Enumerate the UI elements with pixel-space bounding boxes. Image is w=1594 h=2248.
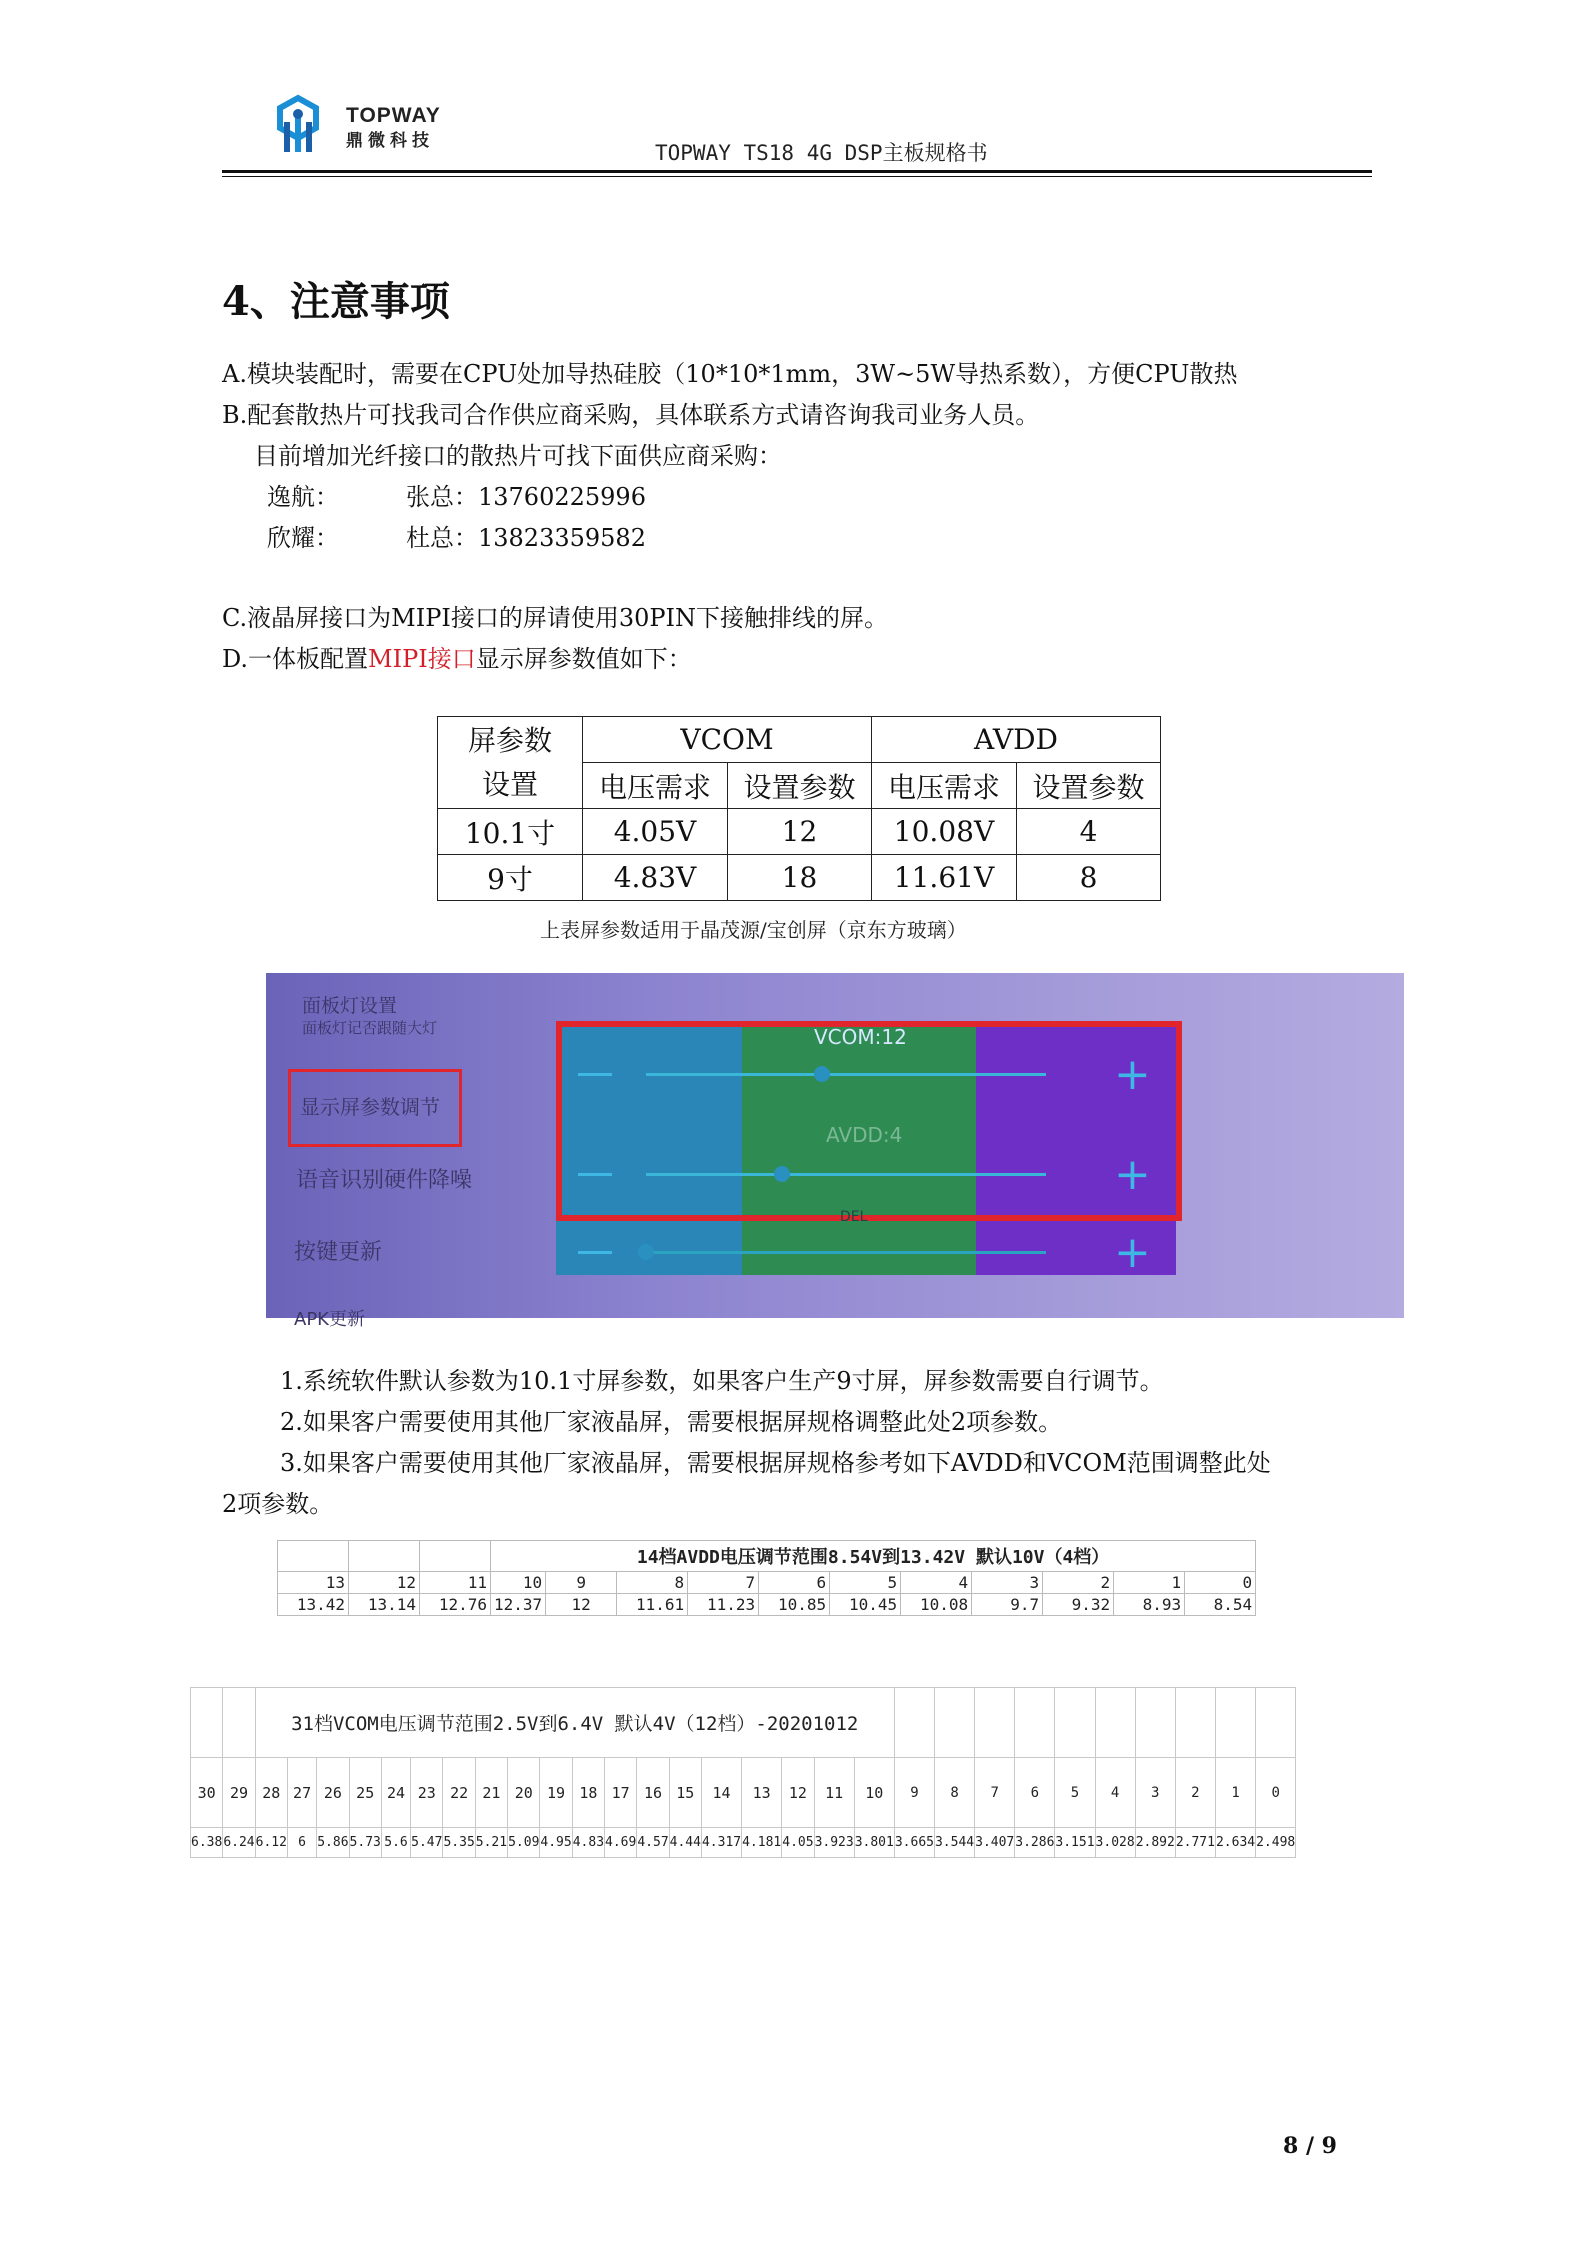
avdd-plus-icon[interactable]: + <box>1114 1149 1151 1200</box>
table-cell: 11.61V <box>872 855 1017 901</box>
vcom-voltage-cell: 2.771 <box>1175 1828 1215 1858</box>
table-row <box>438 809 1161 855</box>
vcom-level-cell: 14 <box>701 1758 741 1828</box>
table-row <box>438 855 1161 901</box>
logo-wordmark: TOPWAY <box>346 104 441 127</box>
corner-line-1: 屏参数 <box>467 723 552 757</box>
vcom-voltage-cell: 3.407 <box>975 1828 1015 1858</box>
vcom-voltage-cell: 3.151 <box>1055 1828 1095 1858</box>
vcom-levels-row <box>191 1758 1296 1828</box>
table-caption: 上表屏参数适用于晶茂源/宝创屏（京东方玻璃） <box>540 918 967 942</box>
vcom-level-cell: 13 <box>742 1758 782 1828</box>
table-cell <box>934 1688 974 1758</box>
vcom-voltage-cell: 5.86 <box>317 1828 349 1858</box>
vcom-voltage-cell: 4.317 <box>701 1828 741 1858</box>
vcom-level-cell: 20 <box>508 1758 540 1828</box>
vcom-voltage-cell: 2.498 <box>1256 1828 1296 1858</box>
vcom-label: VCOM:12 <box>814 1025 907 1049</box>
table-cell <box>191 1688 223 1758</box>
table-cell: 8 <box>1017 855 1161 901</box>
paragraph-d <box>222 639 692 680</box>
supplier-1-name: 逸航： <box>267 483 339 511</box>
vcom-voltage-cell: 3.801 <box>854 1828 894 1858</box>
table-cell <box>1055 1688 1095 1758</box>
section-title: 4、注意事项 <box>222 278 450 325</box>
vcom-level-cell: 15 <box>669 1758 701 1828</box>
table-cell: 11 <box>420 1572 491 1594</box>
logo-mark-icon <box>280 98 316 152</box>
vcom-level-cell: 12 <box>782 1758 814 1828</box>
table-cell: 12 <box>349 1572 420 1594</box>
vcom-voltage-cell: 4.83 <box>572 1828 604 1858</box>
table-cell: 4.83V <box>583 855 728 901</box>
header-rule <box>222 170 1372 173</box>
note-2: 2.如果客户需要使用其他厂家液晶屏，需要根据屏规格调整此处2项参数。 <box>280 1408 1063 1436</box>
logo-chinese: 鼎微科技 <box>346 131 434 151</box>
table-cell: 11.61 <box>617 1594 688 1616</box>
avdd-range-table <box>277 1540 1256 1616</box>
table-cell <box>1215 1688 1255 1758</box>
vcom-voltage-cell: 3.665 <box>894 1828 934 1858</box>
table-cell <box>349 1541 420 1572</box>
vcom-voltage-cell: 5.47 <box>411 1828 443 1858</box>
vcom-level-cell: 23 <box>411 1758 443 1828</box>
vcom-group-header: VCOM <box>583 717 872 763</box>
table-cell: 8.54 <box>1185 1594 1256 1616</box>
photo-menu-panel-light-sub: 面板灯记否跟随大灯 <box>302 1019 438 1037</box>
vcom-plus-icon[interactable]: + <box>1114 1049 1151 1100</box>
table-cell: 12 <box>546 1594 617 1616</box>
vcom-setting-header: 设置参数 <box>728 763 872 809</box>
vcom-level-cell: 21 <box>475 1758 507 1828</box>
avdd-levels-row <box>278 1572 1256 1594</box>
vcom-voltage-cell: 4.44 <box>669 1828 701 1858</box>
third-plus-icon[interactable]: + <box>1114 1227 1151 1278</box>
table-cell: 2 <box>1043 1572 1114 1594</box>
table-cell: 6 <box>759 1572 830 1594</box>
page-number: 8 / 9 <box>1283 2133 1337 2159</box>
vcom-level-cell: 9 <box>894 1758 934 1828</box>
vcom-voltage-cell: 3.028 <box>1095 1828 1135 1858</box>
vcom-voltage-cell: 3.544 <box>934 1828 974 1858</box>
vcom-level-cell: 4 <box>1095 1758 1135 1828</box>
table-cell: 8.93 <box>1114 1594 1185 1616</box>
table-cell: 10.45 <box>830 1594 901 1616</box>
vcom-range-table <box>190 1687 1296 1858</box>
table-cell: 10.1寸 <box>438 809 583 855</box>
table-cell <box>420 1541 491 1572</box>
vcom-level-cell: 16 <box>637 1758 669 1828</box>
table-cell: 13 <box>278 1572 349 1594</box>
screen-param-table <box>437 716 1161 901</box>
vcom-voltage-cell: 2.634 <box>1215 1828 1255 1858</box>
table-cell: 10 <box>491 1572 546 1594</box>
table-cell: 10.85 <box>759 1594 830 1616</box>
vcom-level-cell: 24 <box>381 1758 410 1828</box>
table-cell <box>975 1688 1015 1758</box>
note-3-cont: 2项参数。 <box>222 1490 334 1518</box>
vcom-level-cell: 30 <box>191 1758 223 1828</box>
photo-menu-apk-update: APK更新 <box>294 1309 365 1330</box>
table-cell: 8 <box>617 1572 688 1594</box>
table-corner-cell <box>438 717 583 809</box>
vcom-voltage-cell: 4.95 <box>540 1828 572 1858</box>
paragraph-a: A.模块装配时，需要在CPU处加导热硅胶（10*10*1mm，3W~5W导热系数），方便CPU散热 <box>222 360 1238 388</box>
vcom-level-cell: 2 <box>1175 1758 1215 1828</box>
table-cell <box>1256 1688 1296 1758</box>
avdd-table-title: 14档AVDD电压调节范围8.54V到13.42V 默认10V（4档） <box>491 1541 1256 1572</box>
vcom-level-cell: 27 <box>287 1758 316 1828</box>
note-1: 1.系统软件默认参数为10.1寸屏参数，如果客户生产9寸屏，屏参数需要自行调节。 <box>280 1367 1164 1395</box>
header-rule-thin <box>222 176 1372 177</box>
screen-photo <box>266 973 1404 1330</box>
table-cell <box>1015 1688 1055 1758</box>
third-minus-icon[interactable] <box>578 1251 612 1254</box>
table-cell <box>894 1688 934 1758</box>
vcom-level-cell: 7 <box>975 1758 1015 1828</box>
vcom-level-cell: 8 <box>934 1758 974 1828</box>
supplier-1-contact: 张总：13760225996 <box>406 483 646 511</box>
vcom-voltage-cell: 4.57 <box>637 1828 669 1858</box>
table-cell <box>223 1688 255 1758</box>
table-cell: 10.08 <box>901 1594 972 1616</box>
table-cell: 9.32 <box>1043 1594 1114 1616</box>
table-cell: 1 <box>1114 1572 1185 1594</box>
table-cell: 9寸 <box>438 855 583 901</box>
vcom-voltage-cell: 6.24 <box>223 1828 255 1858</box>
table-cell: 5 <box>830 1572 901 1594</box>
vcom-level-cell: 18 <box>572 1758 604 1828</box>
table-cell: 4 <box>1017 809 1161 855</box>
photo-menu-voice: 语音识别硬件降噪 <box>296 1168 473 1193</box>
avdd-group-header: AVDD <box>872 717 1161 763</box>
paragraph-d-prefix: D.一体板配置 <box>222 645 369 673</box>
paragraph-c: C.液晶屏接口为MIPI接口的屏请使用30PIN下接触排线的屏。 <box>222 604 888 632</box>
vcom-level-cell: 6 <box>1015 1758 1055 1828</box>
third-label: DEL <box>840 1209 868 1225</box>
avdd-voltages-row <box>278 1594 1256 1616</box>
vcom-level-cell: 10 <box>854 1758 894 1828</box>
vcom-voltage-cell: 3.923 <box>814 1828 854 1858</box>
vcom-voltage-cell: 5.6 <box>381 1828 410 1858</box>
table-cell: 9.7 <box>972 1594 1043 1616</box>
vcom-voltage-cell: 4.05 <box>782 1828 814 1858</box>
table-cell <box>278 1541 349 1572</box>
table-cell: 7 <box>688 1572 759 1594</box>
vcom-level-cell: 17 <box>605 1758 637 1828</box>
vcom-voltage-cell: 5.21 <box>475 1828 507 1858</box>
vcom-level-cell: 5 <box>1055 1758 1095 1828</box>
photo-menu-display-params: 显示屏参数调节 <box>300 1095 440 1119</box>
vcom-level-cell: 19 <box>540 1758 572 1828</box>
table-cell: 12.37 <box>491 1594 546 1616</box>
third-slider[interactable] <box>646 1251 1046 1254</box>
table-cell: 4 <box>901 1572 972 1594</box>
vcom-voltage-cell: 4.181 <box>742 1828 782 1858</box>
paragraph-b: B.配套散热片可找我司合作供应商采购，具体联系方式请咨询我司业务人员。 <box>222 401 1040 429</box>
avdd-setting-header: 设置参数 <box>1017 763 1161 809</box>
paragraph-b-sub: 目前增加光纤接口的散热片可找下面供应商采购： <box>254 442 782 470</box>
avdd-label: AVDD:4 <box>826 1123 903 1147</box>
table-cell: 12 <box>728 809 872 855</box>
vcom-level-cell: 29 <box>223 1758 255 1828</box>
vcom-table-title: 31档VCOM电压调节范围2.5V到6.4V 默认4V（12档）-20201012 <box>255 1688 894 1758</box>
table-cell: 13.42 <box>278 1594 349 1616</box>
paragraph-d-suffix: 显示屏参数值如下： <box>475 645 692 673</box>
table-cell: 13.14 <box>349 1594 420 1616</box>
vcom-level-cell: 22 <box>443 1758 475 1828</box>
table-cell: 11.23 <box>688 1594 759 1616</box>
table-cell: 18 <box>728 855 872 901</box>
corner-line-2: 设置 <box>481 767 538 801</box>
vcom-level-cell: 3 <box>1135 1758 1175 1828</box>
vcom-voltage-cell: 3.286 <box>1015 1828 1055 1858</box>
vcom-voltage-cell: 6 <box>287 1828 316 1858</box>
vcom-level-cell: 1 <box>1215 1758 1255 1828</box>
vcom-level-cell: 26 <box>317 1758 349 1828</box>
paragraph-d-highlight: MIPI接口 <box>368 645 476 673</box>
vcom-voltage-header: 电压需求 <box>583 763 728 809</box>
vcom-voltage-cell: 6.12 <box>255 1828 287 1858</box>
vcom-voltage-cell: 5.73 <box>349 1828 381 1858</box>
document-title: TOPWAY TS18 4G DSP主板规格书 <box>655 141 988 165</box>
vcom-voltage-cell: 5.09 <box>508 1828 540 1858</box>
vcom-voltage-cell: 4.69 <box>605 1828 637 1858</box>
table-cell: 3 <box>972 1572 1043 1594</box>
photo-menu-key-update: 按键更新 <box>294 1240 383 1265</box>
supplier-2-contact: 杜总：13823359582 <box>406 524 646 552</box>
photo-red-frame <box>556 1021 1182 1221</box>
supplier-2-name: 欣耀： <box>267 524 339 552</box>
vcom-level-cell: 11 <box>814 1758 854 1828</box>
table-cell <box>1175 1688 1215 1758</box>
avdd-voltage-header: 电压需求 <box>872 763 1017 809</box>
table-cell <box>1135 1688 1175 1758</box>
table-cell: 12.76 <box>420 1594 491 1616</box>
table-cell: 9 <box>546 1572 617 1594</box>
vcom-level-cell: 28 <box>255 1758 287 1828</box>
table-cell: 4.05V <box>583 809 728 855</box>
table-cell <box>1095 1688 1135 1758</box>
third-slider-knob[interactable] <box>638 1244 654 1260</box>
vcom-voltage-cell: 5.35 <box>443 1828 475 1858</box>
vcom-level-cell: 25 <box>349 1758 381 1828</box>
note-3: 3.如果客户需要使用其他厂家液晶屏，需要根据屏规格参考如下AVDD和VCOM范围调整此处 <box>280 1449 1271 1477</box>
vcom-level-cell: 0 <box>1256 1758 1296 1828</box>
vcom-voltages-row <box>191 1828 1296 1858</box>
vcom-voltage-cell: 2.892 <box>1135 1828 1175 1858</box>
vcom-voltage-cell: 6.38 <box>191 1828 223 1858</box>
table-cell: 10.08V <box>872 809 1017 855</box>
photo-menu-panel-light: 面板灯设置 <box>302 995 398 1017</box>
table-cell: 0 <box>1185 1572 1256 1594</box>
